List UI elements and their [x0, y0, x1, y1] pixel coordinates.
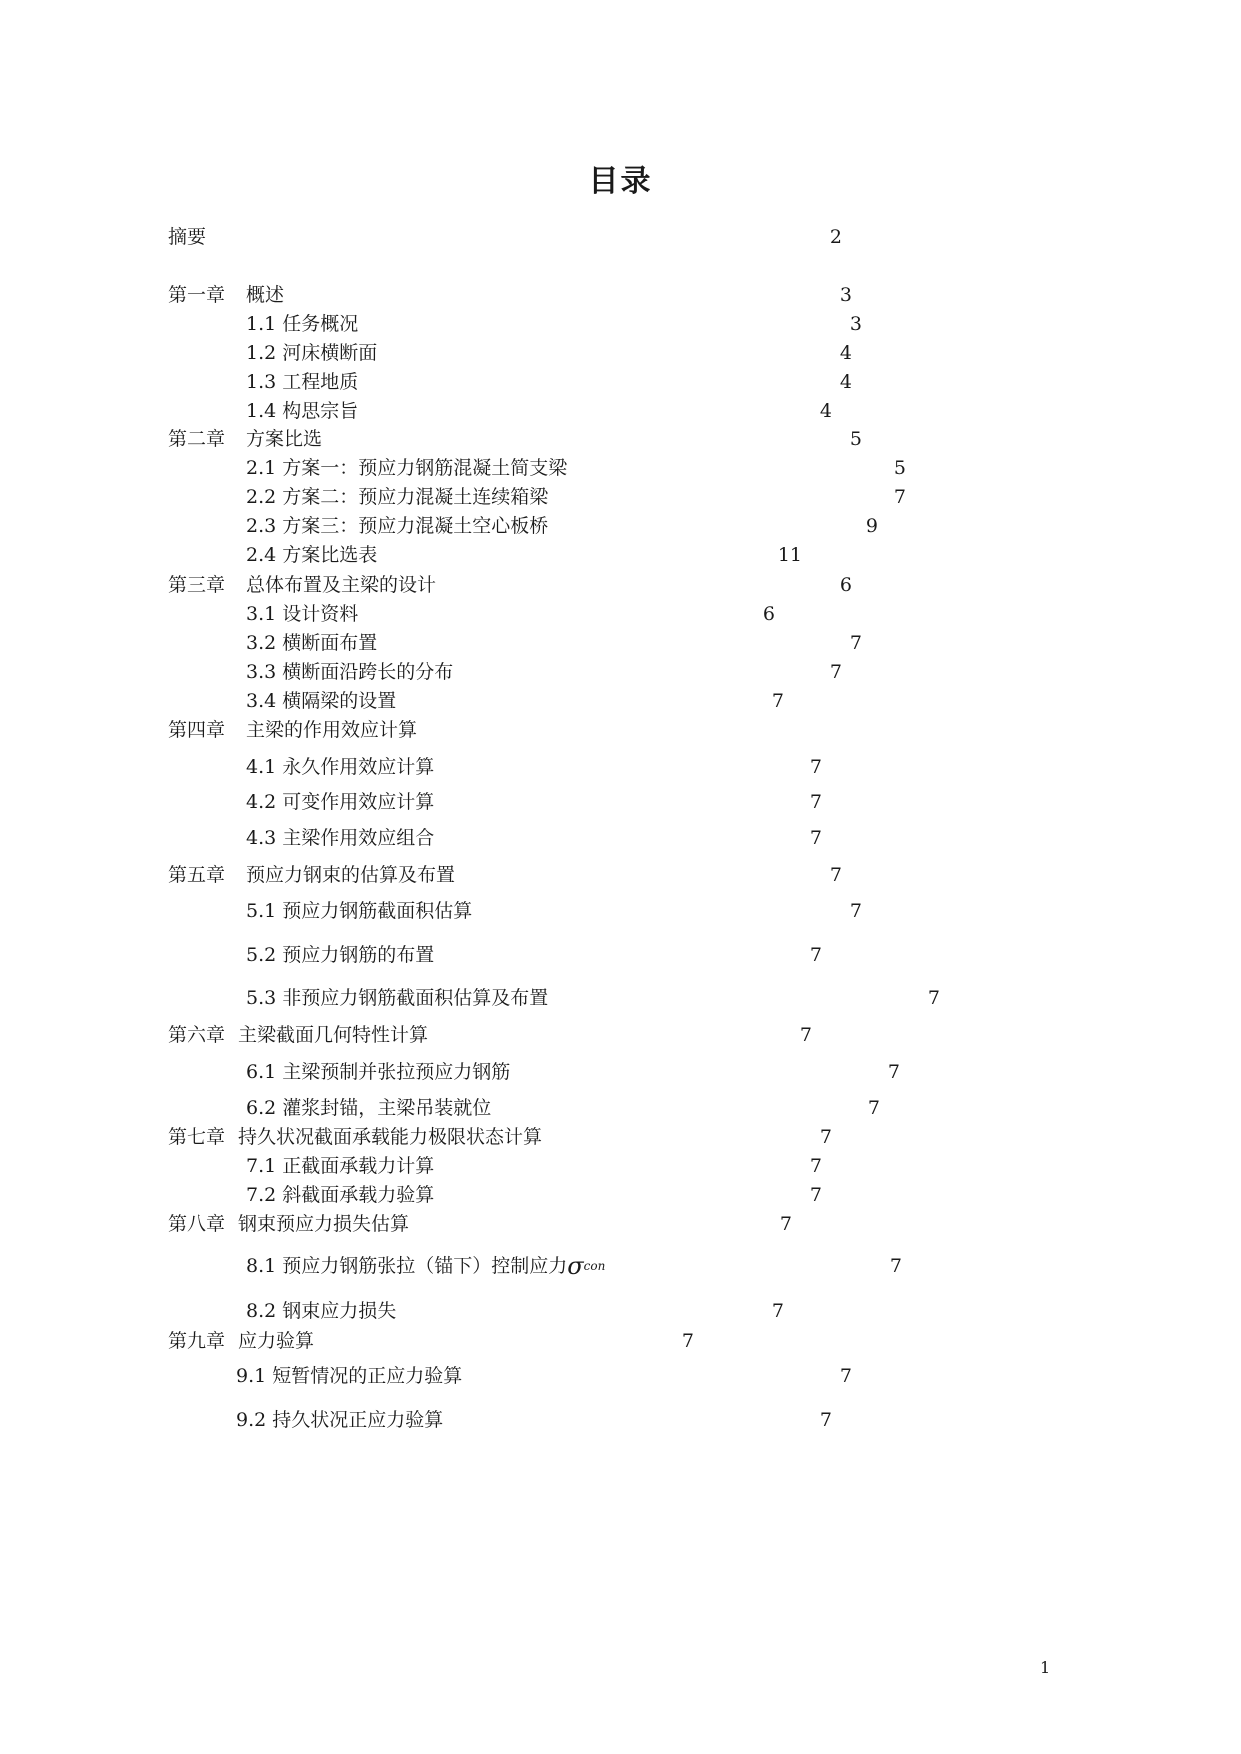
dot-leader: [436, 787, 808, 817]
toc-page-number: 7: [867, 1097, 880, 1119]
dot-leader: [480, 628, 848, 658]
dot-leader: [360, 396, 818, 426]
toc-page-number: 7: [771, 1300, 784, 1322]
toc-chapter-number: 第二章: [168, 428, 226, 450]
toc-section-entry: [246, 396, 832, 426]
toc-page-number: 2: [829, 226, 842, 248]
dot-leader: [512, 1057, 886, 1087]
toc-page-number: 7: [887, 1061, 900, 1083]
toc-entry-label: 3.2 横断面布置: [246, 632, 378, 654]
dot-leader: [544, 1122, 818, 1152]
toc-section-entry: [246, 657, 842, 687]
toc-section-entry: [246, 599, 775, 629]
toc-entry-label: 8.2 钢束应力损失: [246, 1300, 397, 1322]
toc-section-entry: [246, 1151, 822, 1181]
toc-page-number: 7: [849, 632, 862, 654]
dot-leader: [360, 309, 848, 339]
toc-entry-label: 2.4 方案比选表: [246, 544, 378, 566]
dot-leader: [379, 338, 838, 368]
toc-page-number: 7: [809, 1155, 822, 1177]
toc-section-entry: [246, 1093, 880, 1123]
toc-section-entry: [246, 1180, 822, 1210]
dot-leader: [360, 599, 761, 629]
toc-entry-label: 应力验算: [238, 1330, 315, 1352]
dot-leader: [455, 657, 828, 687]
dot-leader: [464, 1361, 838, 1391]
toc-section-entry: [246, 983, 940, 1013]
toc-section-entry: [246, 367, 852, 397]
toc-page-number: 4: [819, 400, 832, 422]
toc-page-number: 4: [839, 342, 852, 364]
dot-leader: [607, 1251, 888, 1281]
toc-entry-label: 4.2 可变作用效应计算: [246, 791, 435, 813]
dot-leader: [368, 424, 848, 454]
toc-entry-label: 方案比选: [246, 428, 323, 450]
toc-page-number: 5: [893, 457, 906, 479]
dot-leader: [411, 1209, 778, 1239]
toc-entry-label: 9.1 短暂情况的正应力验算: [236, 1365, 463, 1387]
toc-chapter-entry: [168, 424, 862, 454]
toc-page-number: 7: [819, 1409, 832, 1431]
toc-page-number: 7: [809, 944, 822, 966]
toc-chapter-number: 第一章: [168, 284, 226, 306]
toc-entry-label: 3.3 横断面沿跨长的分布: [246, 661, 454, 683]
toc-chapter-number: 第四章: [168, 719, 226, 741]
toc-entry-label: 1.1 任务概况: [246, 313, 359, 335]
toc-section-entry: [236, 1361, 852, 1391]
toc-section-entry: [246, 1057, 900, 1087]
toc-entry-label: 4.3 主梁作用效应组合: [246, 827, 435, 849]
toc-entry-label: 1.2 河床横断面: [246, 342, 378, 364]
toc-page-number: 7: [839, 1365, 852, 1387]
toc-page-number: 7: [829, 661, 842, 683]
toc-section-entry: [246, 628, 862, 658]
toc-page-number: 6: [762, 603, 775, 625]
toc-chapter-entry: [168, 1122, 832, 1152]
page-number: 1: [1040, 1658, 1051, 1677]
toc-page-number: 11: [777, 544, 802, 566]
toc-entry-label: 钢束预应力损失估算: [238, 1213, 410, 1235]
toc-section-entry: [246, 309, 862, 339]
toc-entry-label: 5.2 预应力钢筋的布置: [246, 944, 435, 966]
toc-page-number: 7: [809, 756, 822, 778]
dot-leader: [457, 860, 828, 890]
toc-entry-label: 预应力钢束的估算及布置: [246, 864, 456, 886]
toc-page-number: 7: [681, 1330, 694, 1352]
dot-leader: [508, 540, 776, 570]
toc-section-entry: [246, 752, 822, 782]
toc-entry-label: 持久状况截面承载能力极限状态计算: [238, 1126, 543, 1148]
dot-leader: [436, 1180, 808, 1210]
dot-leader: [316, 1326, 680, 1356]
toc-chapter-number: 第六章: [168, 1024, 226, 1046]
toc-page-number: 7: [927, 987, 940, 1009]
toc-page-number: 7: [809, 827, 822, 849]
toc-page-number: 7: [809, 791, 822, 813]
toc-chapter-entry: [168, 1020, 812, 1050]
toc-page-number: 7: [779, 1213, 792, 1235]
toc-chapter-number: 第五章: [168, 864, 226, 886]
toc-section-entry: [246, 823, 822, 853]
dot-leader: [436, 823, 808, 853]
dot-leader: [436, 752, 808, 782]
toc-section-entry: [246, 540, 802, 570]
sigma-symbol: σ: [567, 1252, 584, 1280]
dot-leader: [603, 482, 892, 512]
dot-leader: [360, 367, 838, 397]
toc-section-entry: [246, 686, 784, 716]
toc-entry-label: 1.4 构思宗旨: [246, 400, 359, 422]
toc-chapter-number: 第八章: [168, 1213, 226, 1235]
toc-page-number: 7: [889, 1255, 902, 1277]
toc-chapter-number: 第七章: [168, 1126, 226, 1148]
toc-section-entry: [246, 482, 906, 512]
toc-entry-label: 3.4 横隔梁的设置: [246, 690, 397, 712]
toc-chapter-entry: [168, 1326, 694, 1356]
toc-chapter-entry: [168, 280, 852, 310]
toc-entry-label: 主梁的作用效应计算: [246, 719, 418, 741]
dot-leader: [445, 1405, 818, 1435]
toc-page-number: 7: [893, 486, 906, 508]
toc-entry-label: 5.3 非预应力钢筋截面积估算及布置: [246, 987, 549, 1009]
toc-section-entry: [246, 338, 852, 368]
dot-leader: [436, 1151, 808, 1181]
toc-section-entry: [246, 1251, 902, 1281]
dot-leader: [286, 280, 838, 310]
toc-page-number: 7: [829, 864, 842, 886]
toc-section-entry: [246, 940, 822, 970]
toc-chapter-number: 第九章: [168, 1330, 226, 1352]
dot-leader: [398, 1296, 770, 1326]
toc-entry-label: 2.3 方案三：预应力混凝土空心板桥: [246, 515, 549, 537]
toc-section-entry: [246, 453, 906, 483]
toc-entry-label: 4.1 永久作用效应计算: [246, 756, 435, 778]
toc-entry-label: 5.1 预应力钢筋截面积估算: [246, 900, 473, 922]
toc-chapter-entry: [168, 1209, 792, 1239]
toc-page-number: 7: [849, 900, 862, 922]
toc-page-number: 9: [865, 515, 878, 537]
dot-leader: [493, 1093, 866, 1123]
dot-leader: [430, 1020, 798, 1050]
dot-leader: [650, 453, 892, 483]
toc-entry-label: 7.2 斜截面承载力验算: [246, 1184, 435, 1206]
toc-section-entry: [168, 222, 842, 252]
toc-entry-label: 概述: [246, 284, 285, 306]
dot-leader: [398, 686, 770, 716]
page-title: 目录: [588, 164, 653, 199]
toc-page-number: 7: [771, 690, 784, 712]
toc-entry-label: 总体布置及主梁的设计: [246, 574, 437, 596]
dot-leader: [260, 222, 828, 252]
dot-leader: [550, 983, 926, 1013]
toc-entry-label: 3.1 设计资料: [246, 603, 359, 625]
dot-leader: [438, 570, 838, 600]
toc-entry-label: 2.2 方案二：预应力混凝土连续箱梁: [246, 486, 549, 508]
toc-section-entry: [236, 1405, 832, 1435]
dot-leader: [550, 511, 864, 541]
toc-page-number: 4: [839, 371, 852, 393]
toc-entry-label: 8.1 预应力钢筋张拉（锚下）控制应力: [246, 1255, 568, 1277]
toc-page-number: 7: [809, 1184, 822, 1206]
toc-page-number: 3: [839, 284, 852, 306]
dot-leader: [436, 940, 808, 970]
toc-section-entry: [246, 511, 878, 541]
toc-section-entry: [246, 787, 822, 817]
toc-entry-label: 7.1 正截面承载力计算: [246, 1155, 435, 1177]
toc-entry-label: 6.2 灌浆封锚，主梁吊装就位: [246, 1097, 492, 1119]
toc-entry-label: 2.1 方案一：预应力钢筋混凝土简支梁: [246, 457, 568, 479]
toc-entry-label: 9.2 持久状况正应力验算: [236, 1409, 444, 1431]
toc-chapter-entry: [168, 715, 862, 745]
toc-page-number: 7: [819, 1126, 832, 1148]
toc-section-entry: [246, 1296, 784, 1326]
toc-page-number: 6: [839, 574, 852, 596]
toc-chapter-entry: [168, 570, 852, 600]
toc-entry-label: 摘要: [168, 226, 207, 248]
sigma-subscript: con: [583, 1259, 606, 1273]
toc-entry-label: 6.1 主梁预制并张拉预应力钢筋: [246, 1061, 511, 1083]
toc-entry-label: 主梁截面几何特性计算: [238, 1024, 429, 1046]
toc-chapter-number: 第三章: [168, 574, 226, 596]
toc-page-number: 5: [849, 428, 862, 450]
toc-page-number: 7: [799, 1024, 812, 1046]
toc-chapter-entry: [168, 860, 842, 890]
toc-page-number: 3: [849, 313, 862, 335]
toc-section-entry: [246, 896, 862, 926]
dot-leader: [474, 896, 848, 926]
toc-entry-label: 1.3 工程地质: [246, 371, 359, 393]
